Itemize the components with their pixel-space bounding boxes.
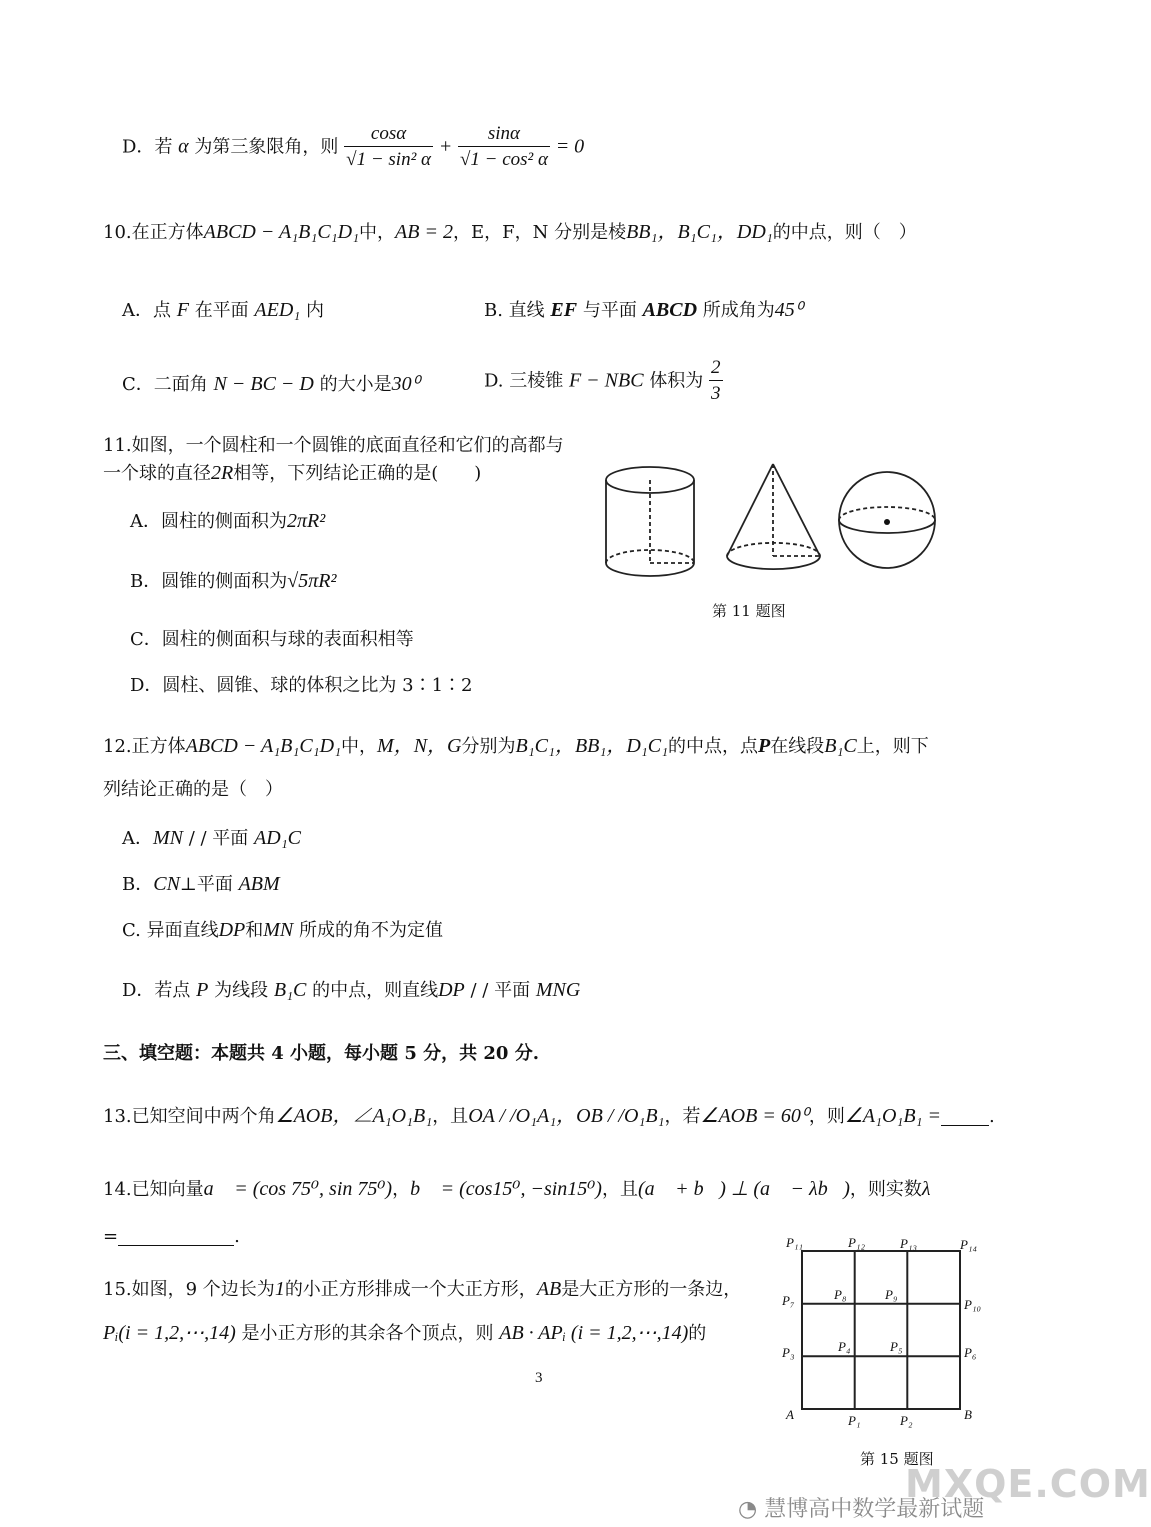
q12-option-c: C. 异面直线DP和MN 所成的角不为定值 [122, 919, 443, 941]
sphere-center-dot [884, 519, 890, 525]
q10-option-c: C．二面角 N − BC − D 的大小是30⁰ [122, 373, 420, 395]
q12-option-b: B．CN⊥平面 ABM [122, 873, 280, 895]
q12-option-d: D．若点 P 为线段 B₁C 的中点，则直线DP / / 平面 MNG [122, 979, 581, 1001]
label-p1: P₁ [848, 1413, 861, 1428]
q12-stem-line2: 列结论正确的是（ ） [103, 779, 283, 800]
q11-stem-line1: 11.如图，一个圆柱和一个圆锥的底面直径和它们的高都与 [103, 435, 564, 456]
wechat-icon: ◔ [738, 1497, 758, 1522]
label-p7: P₇ [782, 1293, 795, 1308]
fraction-sin: $\frac{\sin\alpha}{\text{√1 − cos² α}}$ [459, 123, 548, 170]
label-p13: P₁₃ [900, 1236, 917, 1251]
label-p4: P₄ [838, 1339, 851, 1354]
q11-stem-line2: 一个球的直径2R相等，下列结论正确的是( ) [103, 462, 482, 484]
fraction-two-thirds: $\frac{2}{3}$ [711, 357, 721, 404]
q15-stem-line2: Pᵢ(i = 1,2,⋯,14) 是小正方形的其余各个顶点，则 AB · APᵢ (i = 1,2,⋯,14)的 [103, 1322, 707, 1344]
label-p11: P₁₁ [786, 1235, 803, 1250]
label-p14: P₁₄ [960, 1237, 977, 1252]
q12-stem-line1: 12.正方体ABCD − A₁B₁C₁D₁中，M，N，G分别为B₁C₁，BB₁，D₁C₁的中点，点P在线段B₁C上，则下 [103, 735, 929, 757]
label-p10: P₁₀ [964, 1297, 981, 1312]
q10-option-b: B. 直线 EF 与平面 ABCD 所成角为45⁰ [484, 299, 803, 321]
q11-figure-caption: 第 11 题图 [712, 602, 786, 620]
q15-figure-caption: 第 15 题图 [860, 1450, 934, 1468]
label-b: B [964, 1407, 972, 1422]
label-p5: P₅ [890, 1339, 903, 1354]
q14-answer-line: = . [103, 1226, 240, 1247]
q11-figure [600, 458, 960, 588]
q13-answer-blank [941, 1107, 989, 1126]
q10-option-d: D. 三棱锥 F − NBC 体积为 $\frac{2}{3}$ [484, 356, 723, 407]
label-a: A [786, 1407, 794, 1422]
q10-option-a: A．点 F 在平面 AED₁ 内 [122, 299, 324, 321]
label-p3: P₃ [782, 1345, 795, 1360]
page-number: 3 [535, 1370, 543, 1386]
label-p6: P₆ [964, 1345, 977, 1360]
q14-answer-blank [118, 1229, 234, 1246]
q15-grid-figure [780, 1233, 1000, 1443]
q11-option-c: C．圆柱的侧面积与球的表面积相等 [130, 629, 414, 650]
q10-stem: 10.在正方体ABCD − A₁B₁C₁D₁中，AB = 2，E，F，N 分别是棱BB₁，B₁C₁，DD₁的中点，则（ ） [103, 221, 917, 243]
q13-stem: 13.已知空间中两个角∠AOB，∠A₁O₁B₁，且OA / /O₁A₁，OB / /O₁B₁，若∠AOB = 60⁰，则∠A₁O₁B₁ = . [103, 1105, 995, 1127]
label-p9: P₉ [885, 1287, 898, 1302]
q15-stem-line1: 15.如图，9 个边长为1的小正方形排成一个大正方形，AB是大正方形的一条边， [103, 1278, 742, 1300]
q12-option-a: A．MN / / 平面 AD₁C [122, 827, 301, 849]
q9-option-d: D．若 α 为第三象限角，则 $\frac{\cos\alpha}{\text{√1 − sin² α}}$ + $\frac{\sin\alpha}{\text{√1 − cos² α}}$ = 0 [122, 122, 584, 173]
q14-stem: 14.已知向量a⃗ = (cos 75⁰, sin 75⁰)，b⃗ = (cos15⁰, −sin15⁰)，且(a⃗ + b⃗) ⊥ (a⃗ − λb⃗)，则实数λ [103, 1178, 931, 1200]
q11-option-a: A．圆柱的侧面积为2πR² [130, 510, 326, 532]
label-p8: P₈ [834, 1287, 847, 1302]
section-3-heading: 三、填空题：本题共 4 小题，每小题 5 分，共 20 分. [103, 1043, 539, 1064]
q11-option-b: B．圆锥的侧面积为√5πR² [130, 570, 337, 592]
label-p2: P₂ [900, 1413, 913, 1428]
fraction-cos: $\frac{\cos\alpha}{\text{√1 − sin² α}}$ [346, 123, 431, 170]
watermark-site: MXQE.COM [905, 1462, 1151, 1506]
label-p12: P₁₂ [848, 1235, 865, 1250]
q11-option-d: D．圆柱、圆锥、球的体积之比为 3∶1∶2 [130, 675, 473, 696]
watermark-text: 慧博高中数学最新试题 [764, 1497, 985, 1522]
